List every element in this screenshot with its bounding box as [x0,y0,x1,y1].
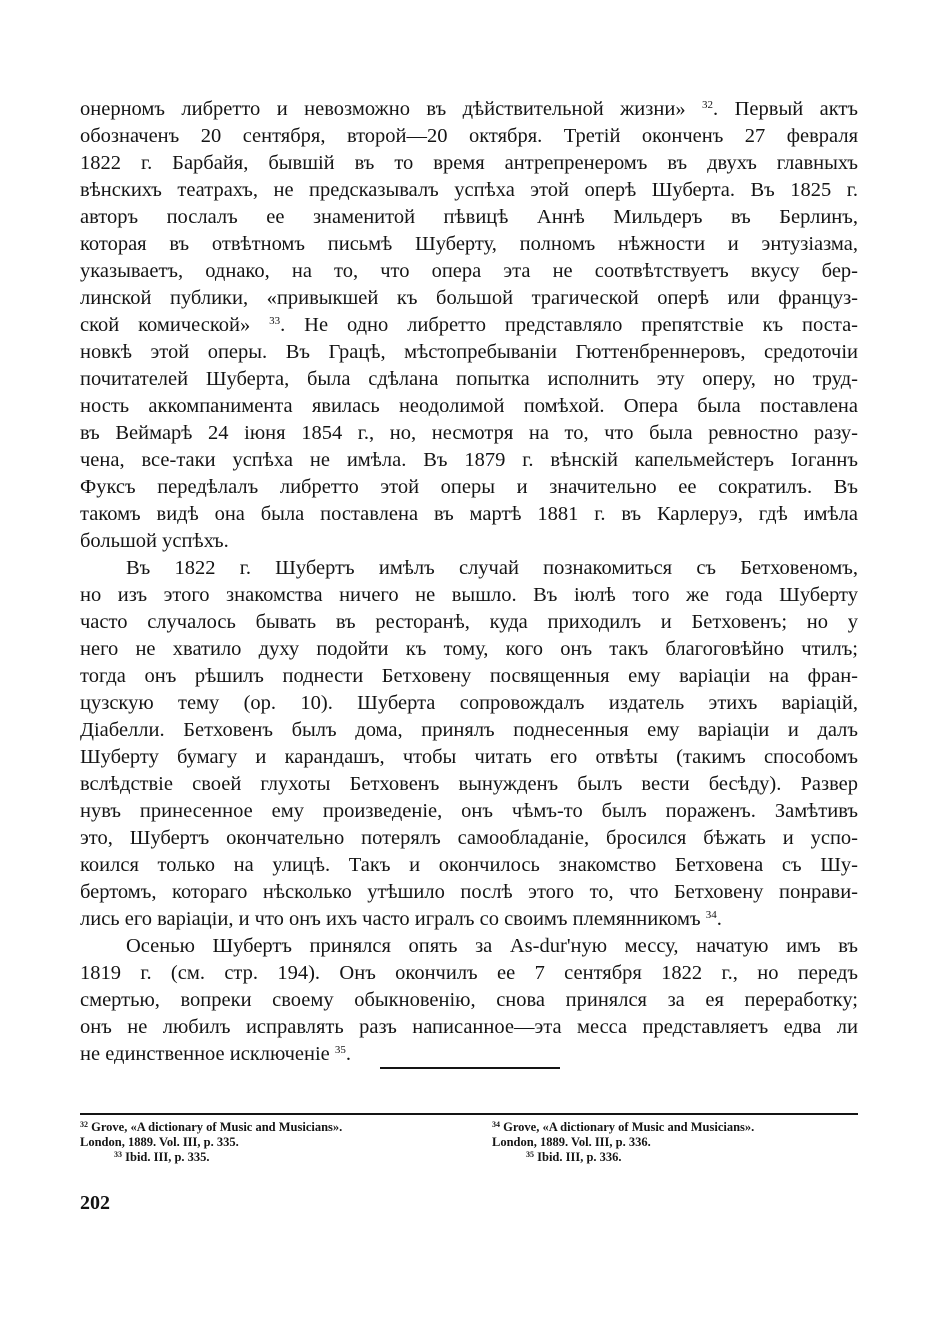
text-line: ской комической» $^{33}$. Не одно либретто представляло препятствіе къ поста- [80,314,859,336]
text-line: цузскую тему (ор. 10). Шуберта сопровождалъ издатель этихъ варіацій, [80,692,858,714]
footnote-ref: 34 [705,909,717,921]
footnotes-right [492,1120,872,1165]
text-line: коился только на улицѣ. Такъ и окончилось знакомство Бетховена съ Шу- [80,854,858,876]
text-line: 1822 г. Барбайя, бывшій въ то время антрепренеромъ въ двухъ главныхъ [80,152,858,174]
text-line: но изъ этого знакомства ничего не вышло. Въ іюлѣ того же года Шуберту [80,584,858,606]
section-separator [380,1067,560,1069]
text-line: новкѣ этой оперы. Въ Грацѣ, мѣстопребываніи Гюттенбреннеровъ, средоточіи [80,341,858,363]
footnote-rule [80,1113,858,1115]
footnote-mark: 33 [114,1150,122,1159]
text-line: нувъ принесенное ему произведеніе, онъ чѣмъ-то былъ пораженъ. Замѣтивъ [80,800,858,822]
text-line: него не хватило духу подойти къ тому, кого онъ такъ благоговѣйно чтилъ; [80,638,858,660]
text-line: вѣнскихъ театрахъ, не предсказывалъ успѣха этой оперѣ Шуберта. Въ 1825 г. [80,179,858,201]
text-line: такомъ видѣ она была поставлена въ мартѣ 1881 г. въ Карлеруэ, гдѣ имѣла [80,503,858,525]
text-line: часто случалось бывать въ ресторанѣ, куда приходилъ и Бетховенъ; но у [80,611,858,633]
text-line: онъ не любилъ исправлять разъ написанное—эта месса представляетъ едва ли [80,1016,858,1038]
text-line: авторъ послалъ ее знаменитой пѣвицѣ Аннѣ Мильдеръ въ Берлинъ, [80,206,858,228]
footnote-ref: 32 [702,99,714,111]
footnote-ref: 35 [334,1044,346,1056]
text-line: Осенью Шубертъ принялся опять за As-dur'ную мессу, начатую имъ въ [126,935,858,957]
text-line: смертью, вопреки своему обыкновенію, снова принялся за ея переработку; [80,989,858,1011]
footnote-line: London, 1889. Vol. III, p. 336. [492,1135,651,1149]
text-line: обозначенъ 20 сентября, второй—20 октября. Третій окончeнъ 27 февраля [80,125,858,147]
text-line: почитателей Шуберта, была сдѣлана попытка исполнить эту оперу, но труд- [80,368,858,390]
text-line: 1819 г. (см. стр. 194). Онъ окончилъ ее 7 сентября 1822 г., но передъ [80,962,858,984]
footnote-line: $^{32}$ Grove, «A dictionary of Music and Musicians». [80,1120,343,1134]
text-line: которая въ отвѣтномъ письмѣ Шуберту, полномъ нѣжности и энтузіазма, [80,233,858,255]
text-line: Въ 1822 г. Шубертъ имѣлъ случай познакомиться съ Бетховеномъ, [126,557,858,579]
footnote-mark: 32 [80,1120,88,1129]
text-line: онерномъ либретто и невозможно въ дѣйствительной жизни» $^{32}$. Первый актъ [80,98,858,120]
text-line: большой успѣхъ. [80,530,229,552]
text-line: Діабелли. Бетховенъ былъ дома, принялъ поднесенныя ему варіаціи и далъ [80,719,858,741]
text-line: указываетъ, однако, на то, что опера эта не соотвѣтствуетъ вкусу бер- [80,260,858,282]
text-line: Фуксъ передѣлалъ либретто этой оперы и значительно ее сократилъ. Въ [80,476,858,498]
footnote-line: London, 1889. Vol. III, p. 335. [80,1135,239,1149]
text-line: лись его варіаціи, и что онъ ихъ часто игралъ со своимъ племянникомъ $^{34}$. [80,908,722,930]
footnote-mark: 35 [526,1150,534,1159]
page-number: 202 [80,1192,110,1214]
text-line: въ Веймарѣ 24 іюня 1854 г., но, несмотря на то, что была ревностно разу- [80,422,858,444]
text-line: не единственное исключеніе $^{35}$. [80,1043,351,1065]
text-line: бертомъ, котораго нѣсколько утѣшило послѣ этого то, что Бетховену понрави- [80,881,858,903]
footnotes-left [80,1120,460,1165]
text-line: чена, все-таки успѣха не имѣла. Въ 1879 г. вѣнскій капельмейстеръ Іоганнъ [80,449,858,471]
footnote-line: $^{35}$ Ibid. III, p. 336. [526,1150,622,1164]
text-line: тогда онъ рѣшилъ поднести Бетховену посвященныя ему варіаціи на фран- [80,665,858,687]
text-line: линской публики, «привыкшей къ большой трагической оперѣ или француз- [80,287,858,309]
text-line: это, Шубертъ окончательно потерялъ самообладаніе, бросился бѣжать и успо- [80,827,858,849]
text-line: ность аккомпанимента явилась неодолимой помѣхой. Опера была поставлена [80,395,858,417]
footnote-ref: 33 [269,315,281,327]
footnote-line: $^{34}$ Grove, «A dictionary of Music and Musicians». [492,1120,755,1134]
footnote-line: $^{33}$ Ibid. III, p. 335. [114,1150,210,1164]
footnote-mark: 34 [492,1120,500,1129]
text-line: Шуберту бумагу и карандашъ, чтобы читать его отвѣты (такимъ способомъ [80,746,858,768]
text-line: вслѣдствіе своей глухоты Бетховенъ вынужденъ былъ вести бесѣду). Развер [80,773,858,795]
